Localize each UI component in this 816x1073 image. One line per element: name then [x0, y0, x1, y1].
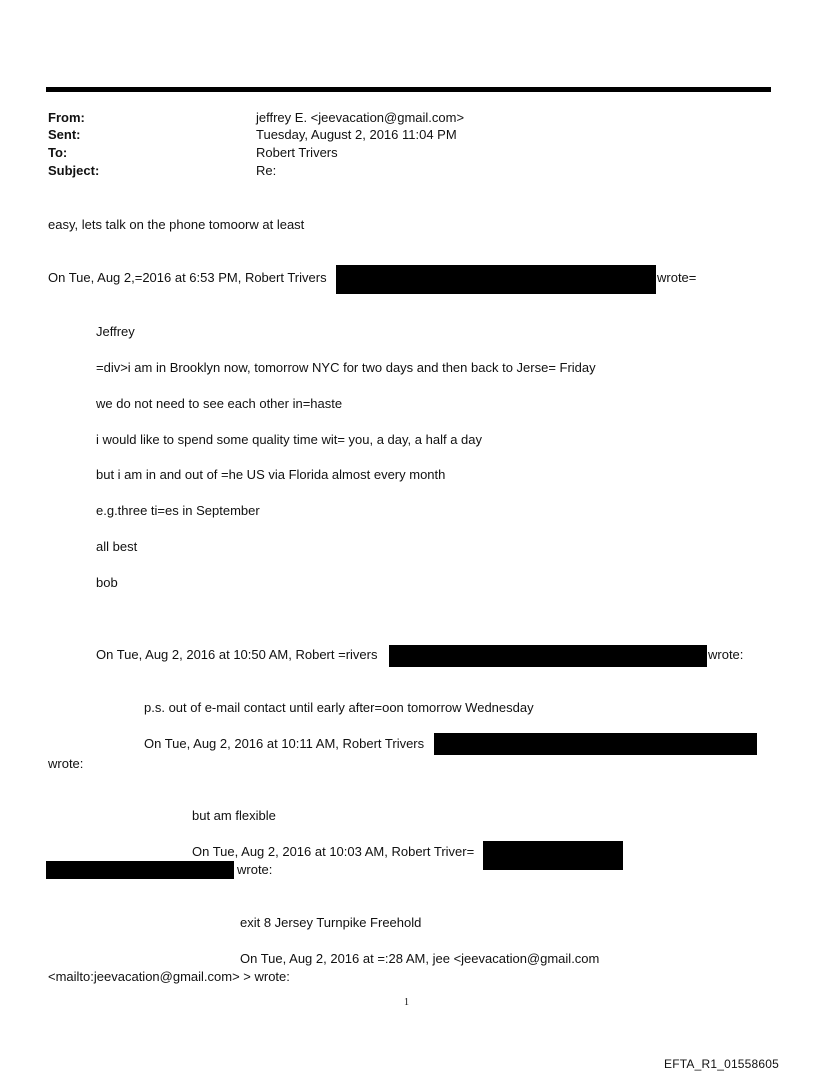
to-label: To:: [48, 145, 68, 160]
reply-text: easy, lets talk on the phone tomoorw at least: [48, 217, 305, 232]
quote1-line: bob: [96, 575, 118, 590]
quote1-line: i would like to spend some quality time wit= you, a day, a half a day: [96, 432, 482, 447]
quote5-attribution: On Tue, Aug 2, 2016 at =:28 AM, jee <jeevacation@gmail.com: [240, 951, 600, 966]
from-label: From:: [48, 110, 85, 125]
page-number: 1: [404, 997, 409, 1008]
quote4-wrote: wrote:: [237, 862, 273, 877]
quote1-line: we do not need to see each other in=haste: [96, 396, 343, 411]
redaction-box: [434, 733, 757, 755]
sent-label: Sent:: [48, 127, 81, 142]
quote4-attribution: On Tue, Aug 2, 2016 at 10:03 AM, Robert Triver=: [192, 844, 475, 859]
quote1-line: all best: [96, 539, 138, 554]
redaction-box: [389, 645, 707, 667]
quote5-attribution-cont: <mailto:jeevacation@gmail.com> > wrote:: [48, 969, 290, 984]
subject-label: Subject:: [48, 163, 100, 178]
subject-value: Re:: [256, 163, 277, 178]
quote1-line: e.g.three ti=es in September: [96, 503, 260, 518]
quote1-line: Jeffrey: [96, 324, 135, 339]
quote1-line: =div>i am in Brooklyn now, tomorrow NYC for two days and then back to Jerse= Friday: [96, 360, 596, 375]
quote1-attribution: On Tue, Aug 2,=2016 at 6:53 PM, Robert Trivers: [48, 270, 327, 285]
to-value: Robert Trivers: [256, 145, 338, 160]
quote1-line: but i am in and out of =he US via Florida almost every month: [96, 467, 446, 482]
redaction-box: [483, 841, 623, 870]
quote1-wrote: wrote=: [657, 270, 697, 285]
quote2-attribution: On Tue, Aug 2, 2016 at 10:50 AM, Robert =rivers: [96, 647, 378, 662]
quote3-attribution: On Tue, Aug 2, 2016 at 10:11 AM, Robert Trivers: [144, 736, 425, 751]
document-id: EFTA_R1_01558605: [664, 1057, 780, 1071]
quote4-line: exit 8 Jersey Turnpike Freehold: [240, 915, 422, 930]
quote2-line: p.s. out of e-mail contact until early after=oon tomorrow Wednesday: [144, 700, 534, 715]
quote2-wrote: wrote:: [708, 647, 744, 662]
quote3-line: but am flexible: [192, 808, 276, 823]
from-value: jeffrey E. <jeevacation@gmail.com>: [256, 110, 465, 125]
redaction-box: [46, 861, 234, 879]
header-rule: [46, 87, 771, 92]
redaction-box: [336, 265, 656, 294]
quote3-wrote: wrote:: [48, 756, 84, 771]
sent-value: Tuesday, August 2, 2016 11:04 PM: [256, 127, 457, 142]
